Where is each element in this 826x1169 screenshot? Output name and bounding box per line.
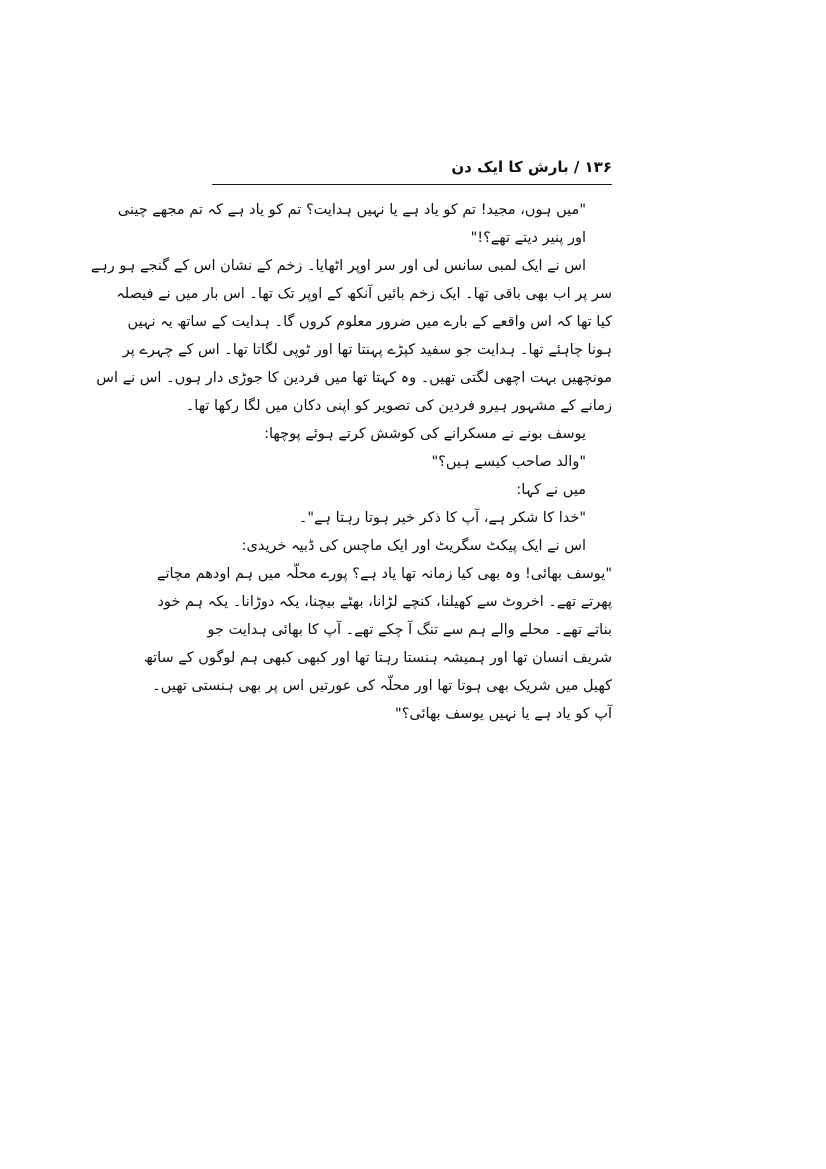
text-line: زمانے کے مشہور ہیرو فردین کی تصویر کو اپنی دکان میں لگا رکھا تھا۔ [185,398,612,414]
text-line: اور پنیر دیتے تھے؟!" [470,230,586,246]
text-line: ہونا چاہئے تھا۔ ہدایت جو سفید کپڑے پہنتا تھا اور ٹوپی لگاتا تھا۔ اس کے چہرے پر [122,342,612,358]
text-line: اس نے ایک پیکٹ سگریٹ اور ایک ماچس کی ڈبیہ خریدی: [241,538,586,554]
text-line: آپ کو یاد ہے یا نہیں یوسف بھائی؟" [395,706,612,722]
text-line: "خدا کا شکر ہے، آپ کا ذکر خیر ہوتا رہتا ہے"۔ [298,510,586,526]
text-line: یوسف بونے نے مسکرانے کی کوشش کرتے ہوئے پوچھا: [264,426,586,442]
text-line: شریف انسان تھا اور ہمیشہ ہنستا رہتا تھا اور کبھی کبھی ہم لوگوں کے ساتھ [143,650,612,666]
text-line: پھرتے تھے۔ اخروٹ سے کھیلنا، کنچے لڑانا، بھٹے بیچنا، یکہ دوڑانا۔ یکہ ہم خود [157,594,612,610]
text-line: بناتے تھے۔ محلے والے ہم سے تنگ آ چکے تھے۔ آپ کا بھائی ہدایت جو [207,622,612,638]
text-line: سر پر اب بھی باقی تھا۔ ایک زخم بائیں آنکھ کے اوپر تک تھا۔ اس بار میں نے فیصلہ [116,286,612,302]
text-line: کھیل میں شریک بھی ہوتا تھا اور محلّہ کی عورتیں اس پر بھی ہنستی تھیں۔ [152,678,612,694]
text-line: اس نے ایک لمبی سانس لی اور سر اوپر اٹھایا۔ زخم کے نشان اس کے گنجے ہو رہے [90,258,586,274]
running-head: ۱۳۶ / بارش کا ایک دن [451,158,612,176]
text-line: "میں ہوں، مجید! تم کو یاد ہے یا نہیں ہدایت؟ تم کو یاد ہے کہ تم مجھے چینی [117,202,586,218]
text-line: مونچھیں بہت اچھی لگتی تھیں۔ وہ کہتا تھا میں فردین کا جوڑی دار ہوں۔ اس نے اس [96,370,612,386]
text-line: کیا تھا کہ اس واقعے کے بارے میں ضرور معلوم کروں گا۔ ہدایت کے ساتھ یہ نہیں [127,314,612,330]
header-rule [212,184,612,185]
text-line: "والد صاحب کیسے ہیں؟" [431,454,586,470]
body-text [90,196,612,728]
text-line: میں نے کہا: [516,482,586,498]
text-line: "یوسف بھائی! وہ بھی کیا زمانہ تھا یاد ہے؟ پورے محلّہ میں ہم اودھم مچاتے [156,566,612,582]
